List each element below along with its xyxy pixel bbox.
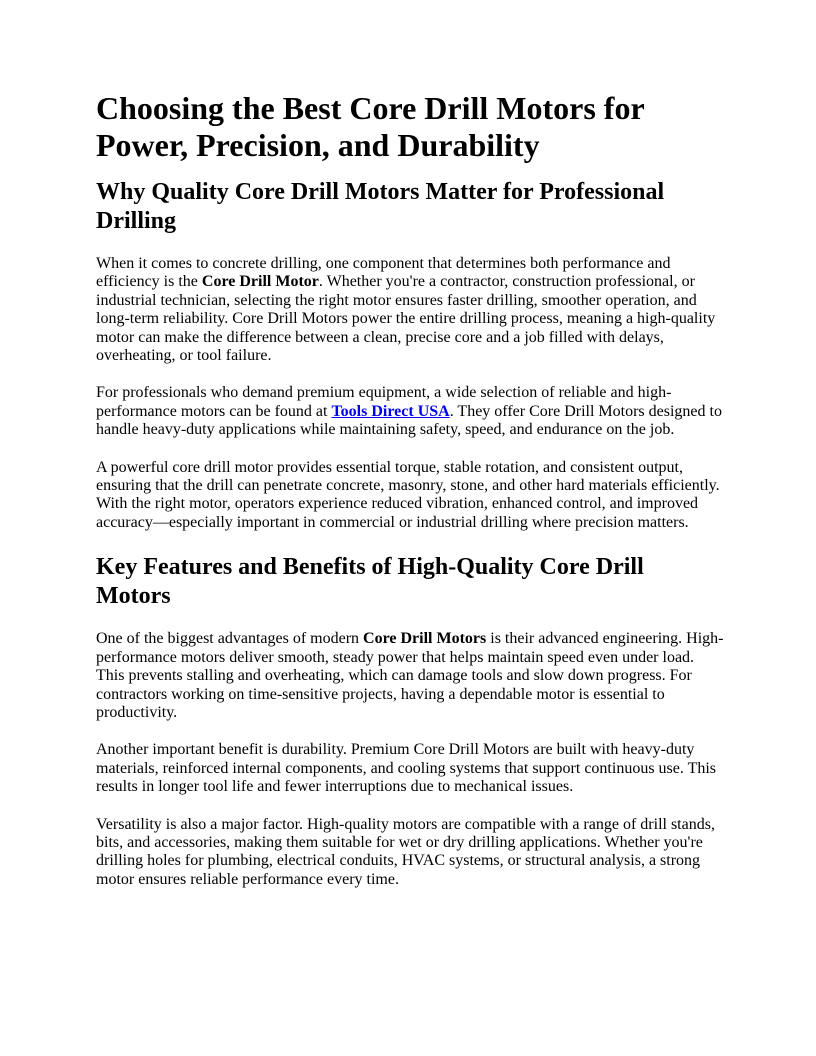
paragraph bbox=[96, 384, 724, 439]
paragraph bbox=[96, 630, 724, 722]
document-page bbox=[96, 90, 724, 889]
paragraph bbox=[96, 255, 724, 365]
paragraph-text: When it comes to concrete drilling, one component that determines both performance and efficiency is the bbox=[96, 255, 671, 291]
section-heading-why-quality: Why Quality Core Drill Motors Matter for Professional Drilling bbox=[96, 179, 665, 234]
bold-term: Core Drill Motor bbox=[201, 273, 319, 291]
paragraph-text: For professionals who demand premium equipment, a wide selection of reliable and high-performance motors can be found at bbox=[96, 384, 672, 420]
paragraph-text: One of the biggest advantages of modern bbox=[96, 630, 364, 648]
paragraph: A powerful core drill motor provides essential torque, stable rotation, and consistent output, ensuring that the drill can penetrate concrete, masonry, stone, and other hard materials efficiently. With the right motor, operators experience reduced vibration, enhanced control, and improved accuracy—especially important in commercial or industrial drilling where precision matters. bbox=[96, 458, 720, 531]
paragraph: Another important benefit is durability. Premium Core Drill Motors are built with heavy-duty materials, reinforced internal components, and cooling systems that support continuous use. This results in longer tool life and fewer interruptions due to mechanical issues. bbox=[96, 741, 717, 796]
tools-direct-usa-link[interactable]: Tools Direct USA bbox=[331, 402, 450, 420]
paragraph-text: . They offer Core Drill Motors designed to handle heavy-duty applications while maintaining safety, speed, and endurance on the job. bbox=[96, 402, 722, 439]
bold-term: Core Drill Motors bbox=[363, 630, 487, 648]
paragraph-text: is their advanced engineering. High-performance motors deliver smooth, steady power that helps maintain speed even under load. This prevents stalling and overheating, which can damage tools and slow down progress. For contractors working on time-sensitive projects, having a dependable motor is essential to productivity. bbox=[96, 630, 724, 721]
page-title: Choosing the Best Core Drill Motors for Power, Precision, and Durability bbox=[96, 90, 645, 163]
section-heading-key-features: Key Features and Benefits of High-Quality Core Drill Motors bbox=[96, 554, 644, 610]
paragraph: Versatility is also a major factor. High-quality motors are compatible with a range of drill stands, bits, and accessories, making them suitable for wet or dry drilling applications. Whether you're drilling holes for plumbing, electrical conduits, HVAC systems, or structural analysis, a strong motor ensures reliable performance every time. bbox=[96, 815, 715, 888]
paragraph-text: . Whether you're a contractor, construction professional, or industrial technician, selecting the right motor ensures faster drilling, smoother operation, and long-term reliability. Core Drill Motors power the entire drilling process, meaning a high-quality motor can make the difference between a clean, precise core and a job filled with delays, overheating, or tool failure. bbox=[96, 273, 716, 365]
